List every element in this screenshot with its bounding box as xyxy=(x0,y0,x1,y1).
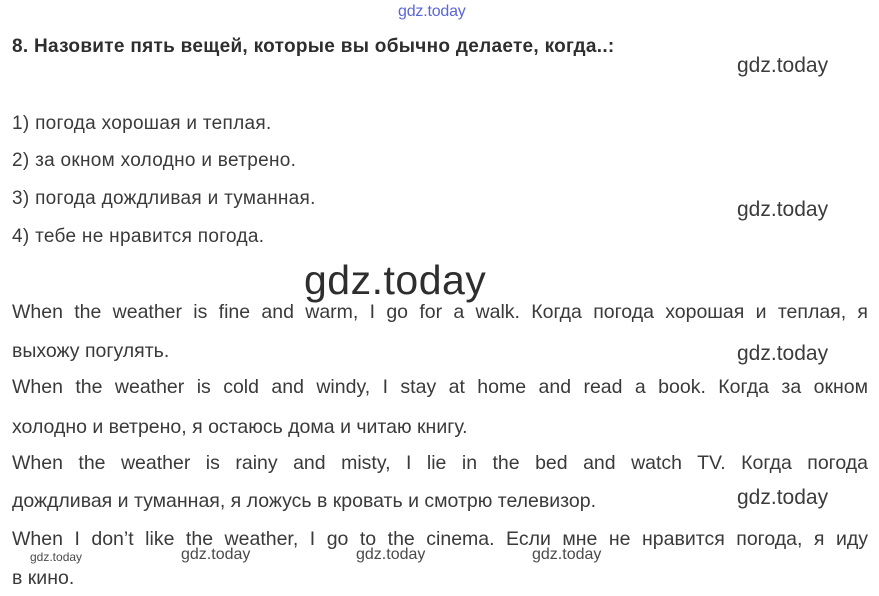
question-1: 1) погода хорошая и теплая. xyxy=(12,113,272,134)
answer-2-line-1: When the weather is cold and windy, I stay at home and read a book. Когда за окном xyxy=(12,376,868,398)
watermark-bottom-tiny: gdz.today xyxy=(30,550,83,564)
watermark-bottom-3: gdz.today xyxy=(532,546,602,563)
answer-3-line-2: дождливая и туманная, я ложусь в кровать и смотрю телевизор. xyxy=(12,490,596,512)
watermark-bottom-1: gdz.today xyxy=(181,546,251,563)
watermark-top: gdz.today xyxy=(398,3,466,20)
task-title: 8. Назовите пять вещей, которые вы обычно делаете, когда..: xyxy=(12,36,615,57)
watermark-right-3: gdz.today xyxy=(737,342,829,365)
answer-3-line-1: When the weather is rainy and misty, I lie in the bed and watch TV. Когда погода xyxy=(12,452,868,474)
answer-1-line-1: When the weather is fine and warm, I go for a walk. Когда погода хорошая и теплая, я xyxy=(12,301,868,323)
watermark-center-big: gdz.today xyxy=(304,257,487,303)
answer-4-line-2: в кино. xyxy=(12,567,75,589)
watermark-right-2: gdz.today xyxy=(737,198,829,221)
answer-4-line-1: When I don’t like the weather, I go to the cinema. Если мне не нравится погода, я иду xyxy=(12,528,868,550)
answer-1-line-2: выхожу погулять. xyxy=(12,340,170,362)
answer-2-line-2: холодно и ветрено, я остаюсь дома и читаю книгу. xyxy=(12,416,468,438)
question-3: 3) погода дождливая и туманная. xyxy=(12,188,316,209)
watermark-bottom-2: gdz.today xyxy=(356,546,426,563)
question-4: 4) тебе не нравится погода. xyxy=(12,226,265,247)
watermark-right-1: gdz.today xyxy=(737,54,829,77)
question-2: 2) за окном холодно и ветрено. xyxy=(12,150,297,171)
watermark-right-4: gdz.today xyxy=(737,486,829,509)
